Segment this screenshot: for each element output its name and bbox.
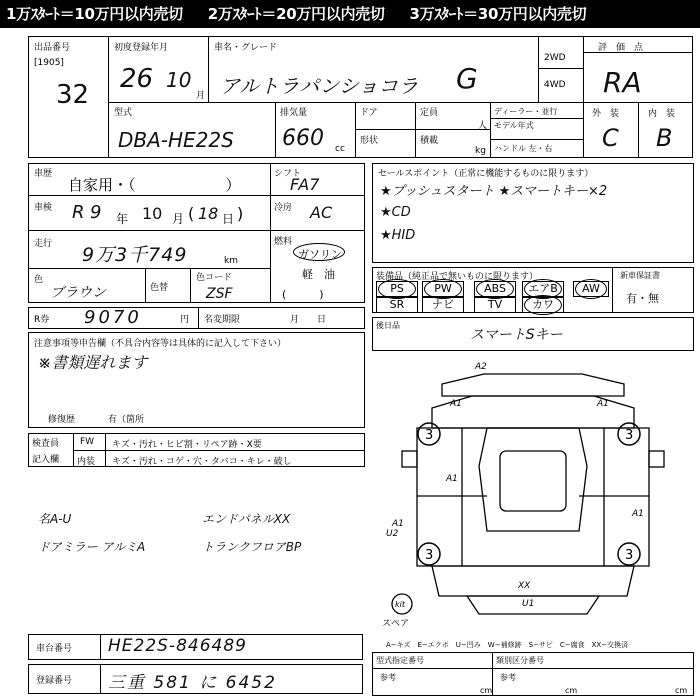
vehicle-history: 自家用・（ ） [68, 176, 241, 194]
fuel-gasoline-circle [293, 243, 345, 261]
remark-left-2: ドアミラー アルミA [38, 540, 146, 554]
inspection-paren-close: ) [237, 204, 244, 223]
door-label: ドア [360, 108, 378, 118]
notes-text: ※書類遅れます [38, 353, 148, 372]
registration-year: 26 [120, 64, 154, 94]
color-code-label: 色コード [196, 273, 233, 283]
dealer-label: ディーラー・並行 [494, 107, 558, 116]
score-label: 評 価 点 [598, 43, 644, 53]
tire-rear-right: 3 [625, 548, 634, 563]
mark-a1-2: A1 [597, 399, 609, 409]
equip-ps-circle [378, 279, 416, 299]
new-car-warranty-label: 新車保証書 [620, 271, 660, 280]
mileage-label: 走行 [34, 239, 53, 249]
tire-front-right: 3 [625, 428, 634, 443]
mark-xx: XX [518, 581, 531, 591]
chassis-label: 車台番号 [36, 644, 73, 654]
grade: G [456, 62, 478, 95]
car-outline-roof [500, 451, 566, 511]
interior-score: B [656, 124, 673, 152]
car-outline-top [442, 374, 624, 396]
equipment-label: 装備品（純正品で無いものに限ります） [376, 272, 539, 282]
vehicle-color: ブラウン [50, 285, 106, 301]
equip-abs-circle [476, 279, 514, 299]
equip-tv: TV [474, 297, 516, 313]
lot-number-label: 出品番号 [34, 43, 71, 53]
aftermarket-label: 後日品 [376, 321, 400, 330]
tire-rear-left: 3 [425, 548, 434, 563]
chassis-number: HE22S-846489 [108, 636, 247, 656]
lot-number: 32 [56, 80, 90, 110]
reference-label-2: 参考 [500, 673, 516, 682]
mark-u2: U2 [386, 529, 399, 539]
lot-code: [1905] [34, 58, 64, 68]
mark-a1-5: A1 [392, 519, 404, 529]
sales-point-1: ★プッシュスタート ★スマートキー×2 [380, 184, 608, 199]
plate-label: 登録番号 [36, 676, 73, 686]
equip-navi: ナビ [422, 297, 464, 313]
name-change-label: 名変期限 [204, 315, 241, 325]
name-change-unit: 月 日 [290, 315, 327, 325]
history-label: 車歴 [34, 169, 53, 179]
car-name: アルトラパンショコラ [220, 74, 419, 98]
displacement-label: 排気量 [280, 108, 308, 118]
shape-label: 形状 [360, 136, 379, 146]
cm-unit-1: cm [480, 686, 493, 695]
displacement: 660 [282, 126, 324, 151]
inspector-row-1: キズ・汚れ・ヒビ割・リペア跡・X要 [112, 440, 262, 450]
inspector-interior: 内装 [77, 457, 96, 467]
mark-a2: A2 [475, 362, 487, 372]
inspection-month-unit: 月 [172, 212, 185, 226]
sales-point-3: ★HID [380, 228, 416, 243]
model-year-label: モデル年式 [494, 121, 534, 130]
shift-label: シフト [274, 169, 302, 179]
recycle-fee: 9070 [84, 307, 142, 328]
fuel-diesel: 軽 油 [302, 268, 335, 281]
aftermarket-item: スマートSキー [470, 327, 563, 343]
remark-right-2: トランクフロアBP [202, 540, 302, 554]
mark-a1-1: A1 [450, 399, 462, 409]
car-damage-diagram [372, 356, 694, 634]
air-conditioning: AC [310, 203, 333, 222]
warranty-value: 有・無 [626, 292, 659, 305]
equip-aw: AW [573, 281, 609, 297]
fuel-other: ( ) [282, 288, 324, 301]
equip-sr: SR [376, 297, 418, 313]
handle-label: ハンドル 左・右 [494, 144, 553, 153]
mileage: 9万3千749 [82, 244, 188, 266]
recycle-label: R券 [34, 315, 50, 325]
inspector-entry-label: 記入欄 [32, 455, 60, 465]
yen-unit: 円 [180, 315, 190, 325]
exterior-score: C [602, 124, 619, 152]
shift-type: FA7 [290, 175, 320, 194]
equip-abs: ABS [474, 281, 516, 297]
auction-score: RA [603, 66, 642, 99]
fuel-gasoline: ガソリン [298, 248, 342, 261]
people-unit: 人 [478, 121, 488, 131]
inspection-day-unit: 日 [222, 212, 235, 226]
drive-2wd: 2WD [544, 53, 566, 63]
ac-label: 冷房 [274, 203, 293, 213]
km-unit: km [224, 256, 238, 266]
month-unit: 月 [196, 91, 206, 101]
inspector-fw: FW [80, 437, 95, 447]
equip-pw-circle [424, 279, 462, 299]
repair-history-label: 修復歴 [48, 415, 76, 425]
equip-leather: カワ [522, 297, 564, 313]
first-registration-label: 初度登録年月 [114, 43, 169, 53]
mark-a1-4: A1 [632, 509, 644, 519]
interior-label: 内 装 [648, 109, 676, 119]
inspection-era: R [72, 202, 85, 223]
mark-u1: U1 [522, 599, 535, 609]
inspection-label: 車検 [34, 203, 53, 213]
cc-unit: cc [335, 144, 345, 154]
equip-ps: PS [376, 281, 418, 297]
model-code: DBA-HE22S [118, 128, 234, 152]
cm-unit-3: cm [675, 686, 688, 695]
sales-points-label: セールスポイント（正常に機能するものに限ります） [378, 169, 594, 179]
damage-legend: A−キズ E−エクボ U−凹み W−補修跡 S−サビ C−腐食 XX−交換済 [386, 641, 629, 649]
inspector-label: 検査員 [32, 439, 60, 449]
category-number-label: 類別区分番号 [496, 656, 544, 665]
equip-leather-circle [524, 295, 562, 315]
inspection-month: 10 [142, 204, 163, 223]
equip-airbag: エアB [522, 281, 564, 297]
inspection-paren-open: ( [188, 204, 195, 223]
mark-a1-3: A1 [446, 474, 458, 484]
drive-4wd: 4WD [544, 80, 566, 90]
color-label: 色 [34, 275, 44, 285]
cm-unit-2: cm [565, 686, 578, 695]
banner-rule-3: 3万ｽﾀｰﾄ＝30万円以内売切 [409, 5, 587, 23]
remark-left-1: 名A-U [38, 512, 72, 526]
registration-month: 10 [166, 68, 192, 92]
repair-history: 有（箇所 [108, 415, 145, 425]
car-name-label: 車名・グレード [214, 43, 278, 53]
banner-rule-2: 2万ｽﾀｰﾄ＝20万円以内売切 [207, 5, 385, 23]
inspection-day: 18 [198, 204, 219, 223]
plate-number: 三重 581 に 6452 [108, 673, 277, 693]
car-outline-cabin [479, 428, 587, 531]
car-outline-rear [432, 566, 634, 596]
load-label: 積載 [420, 136, 439, 146]
remark-right-1: エンドパネルXX [202, 512, 291, 526]
color-change-label: 色替 [150, 283, 169, 293]
sales-point-2: ★CD [380, 205, 411, 220]
tire-front-left: 3 [425, 428, 434, 443]
inspection-year-unit: 年 [116, 212, 129, 226]
capacity-label: 定員 [420, 108, 439, 118]
auction-rules-banner [0, 0, 700, 28]
spare-mark: kit [395, 600, 405, 609]
equip-aw-circle [575, 279, 607, 299]
notes-label: 注意事項等申告欄（不具合内容等は具体的に記入して下さい） [34, 339, 287, 349]
color-code: ZSF [206, 286, 233, 302]
inspector-row-2: キズ・汚れ・コゲ・穴・タバコ・キレ・破し [112, 457, 292, 467]
fuel-label: 燃料 [274, 237, 293, 247]
exterior-label: 外 装 [592, 109, 620, 119]
equip-pw: PW [422, 281, 464, 297]
spare-label: スペア [382, 619, 410, 629]
car-outline-body [417, 428, 649, 566]
kg-unit: kg [475, 146, 486, 156]
inspection-year: 9 [90, 202, 102, 223]
form-number-label: 型式指定番号 [376, 656, 424, 665]
model-label: 型式 [114, 108, 133, 118]
reference-label-1: 参考 [380, 673, 396, 682]
banner-rule-1: 1万ｽﾀｰﾄ＝10万円以内売切 [6, 5, 183, 23]
